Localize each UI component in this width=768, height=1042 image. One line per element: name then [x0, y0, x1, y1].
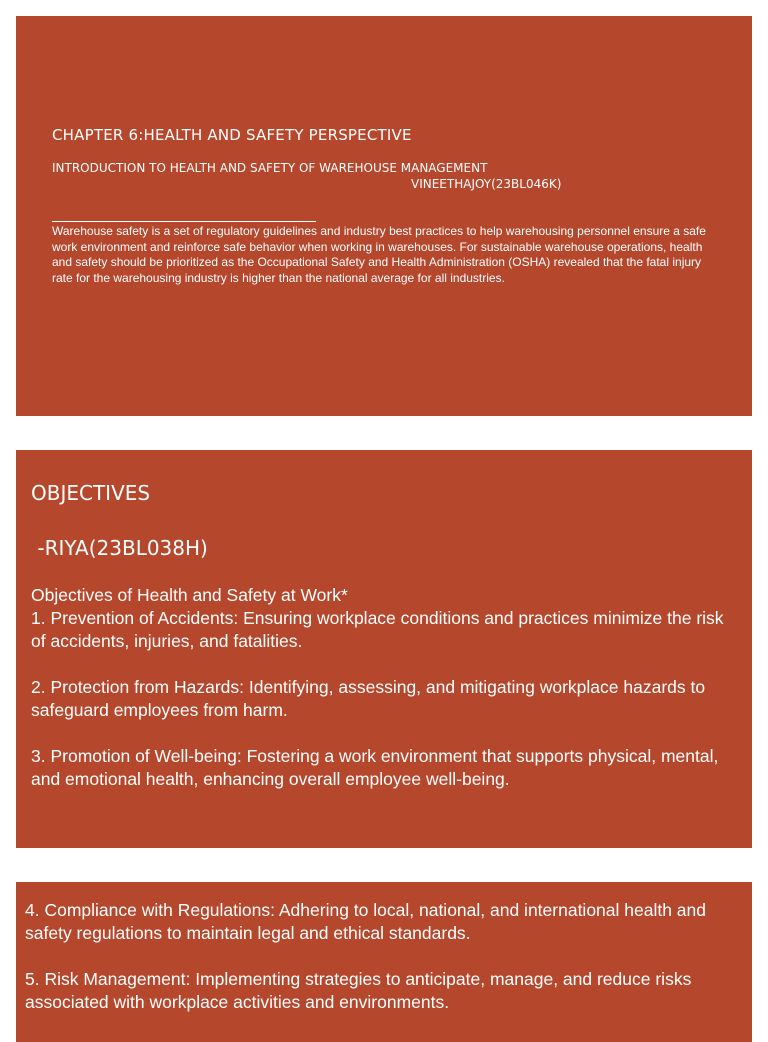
objectives-list-continued — [25, 899, 745, 1014]
spacer — [31, 653, 741, 676]
slide-objectives-continued — [16, 882, 752, 1042]
divider-line — [52, 221, 316, 222]
objectives-list — [31, 584, 741, 791]
list-item: 4. Compliance with Regulations: Adhering to local, national, and international health and safety regulations to maintain legal and ethical standards. — [25, 900, 707, 943]
spacer — [25, 945, 745, 968]
list-item: 2. Protection from Hazards: Identifying, assessing, and mitigating workplace hazards to safeguard employees from harm. — [31, 677, 706, 720]
list-item: 1. Prevention of Accidents: Ensuring workplace conditions and practices minimize the risk of accidents, injuries, and fatalities. — [31, 608, 724, 651]
objectives-intro: Objectives of Health and Safety at Work* — [31, 585, 348, 605]
chapter-subtitle: INTRODUCTION TO HEALTH AND SAFETY OF WAREHOUSE MANAGEMENT — [52, 161, 488, 175]
objectives-heading: OBJECTIVES — [31, 481, 151, 505]
list-item: 5. Risk Management: Implementing strategies to anticipate, manage, and reduce risks associated with workplace activities and environments. — [25, 969, 692, 1012]
slide-objectives — [16, 450, 752, 848]
list-item: 3. Promotion of Well-being: Fostering a work environment that supports physical, mental, and emotional health, enhancing overall employee well-being. — [31, 746, 719, 789]
author-name: VINEETHAJOY(23BL046K) — [411, 177, 562, 191]
intro-paragraph: Warehouse safety is a set of regulatory guidelines and industry best practices to help warehousing personnel ensure a safe work environment and reinforce safe behavior when working in warehouses. For sustainable warehouse operations, health and safety should be prioritized as the Occupational Safety and Health Administration (OSHA) revealed that the fatal injury rate for the warehousing industry is higher than the national average for all industries. — [52, 224, 706, 285]
spacer — [31, 722, 741, 745]
chapter-title: CHAPTER 6:HEALTH AND SAFETY PERSPECTIVE — [52, 126, 412, 144]
slide-intro — [16, 16, 752, 416]
author-name: -RIYA(23BL038H) — [31, 536, 208, 560]
